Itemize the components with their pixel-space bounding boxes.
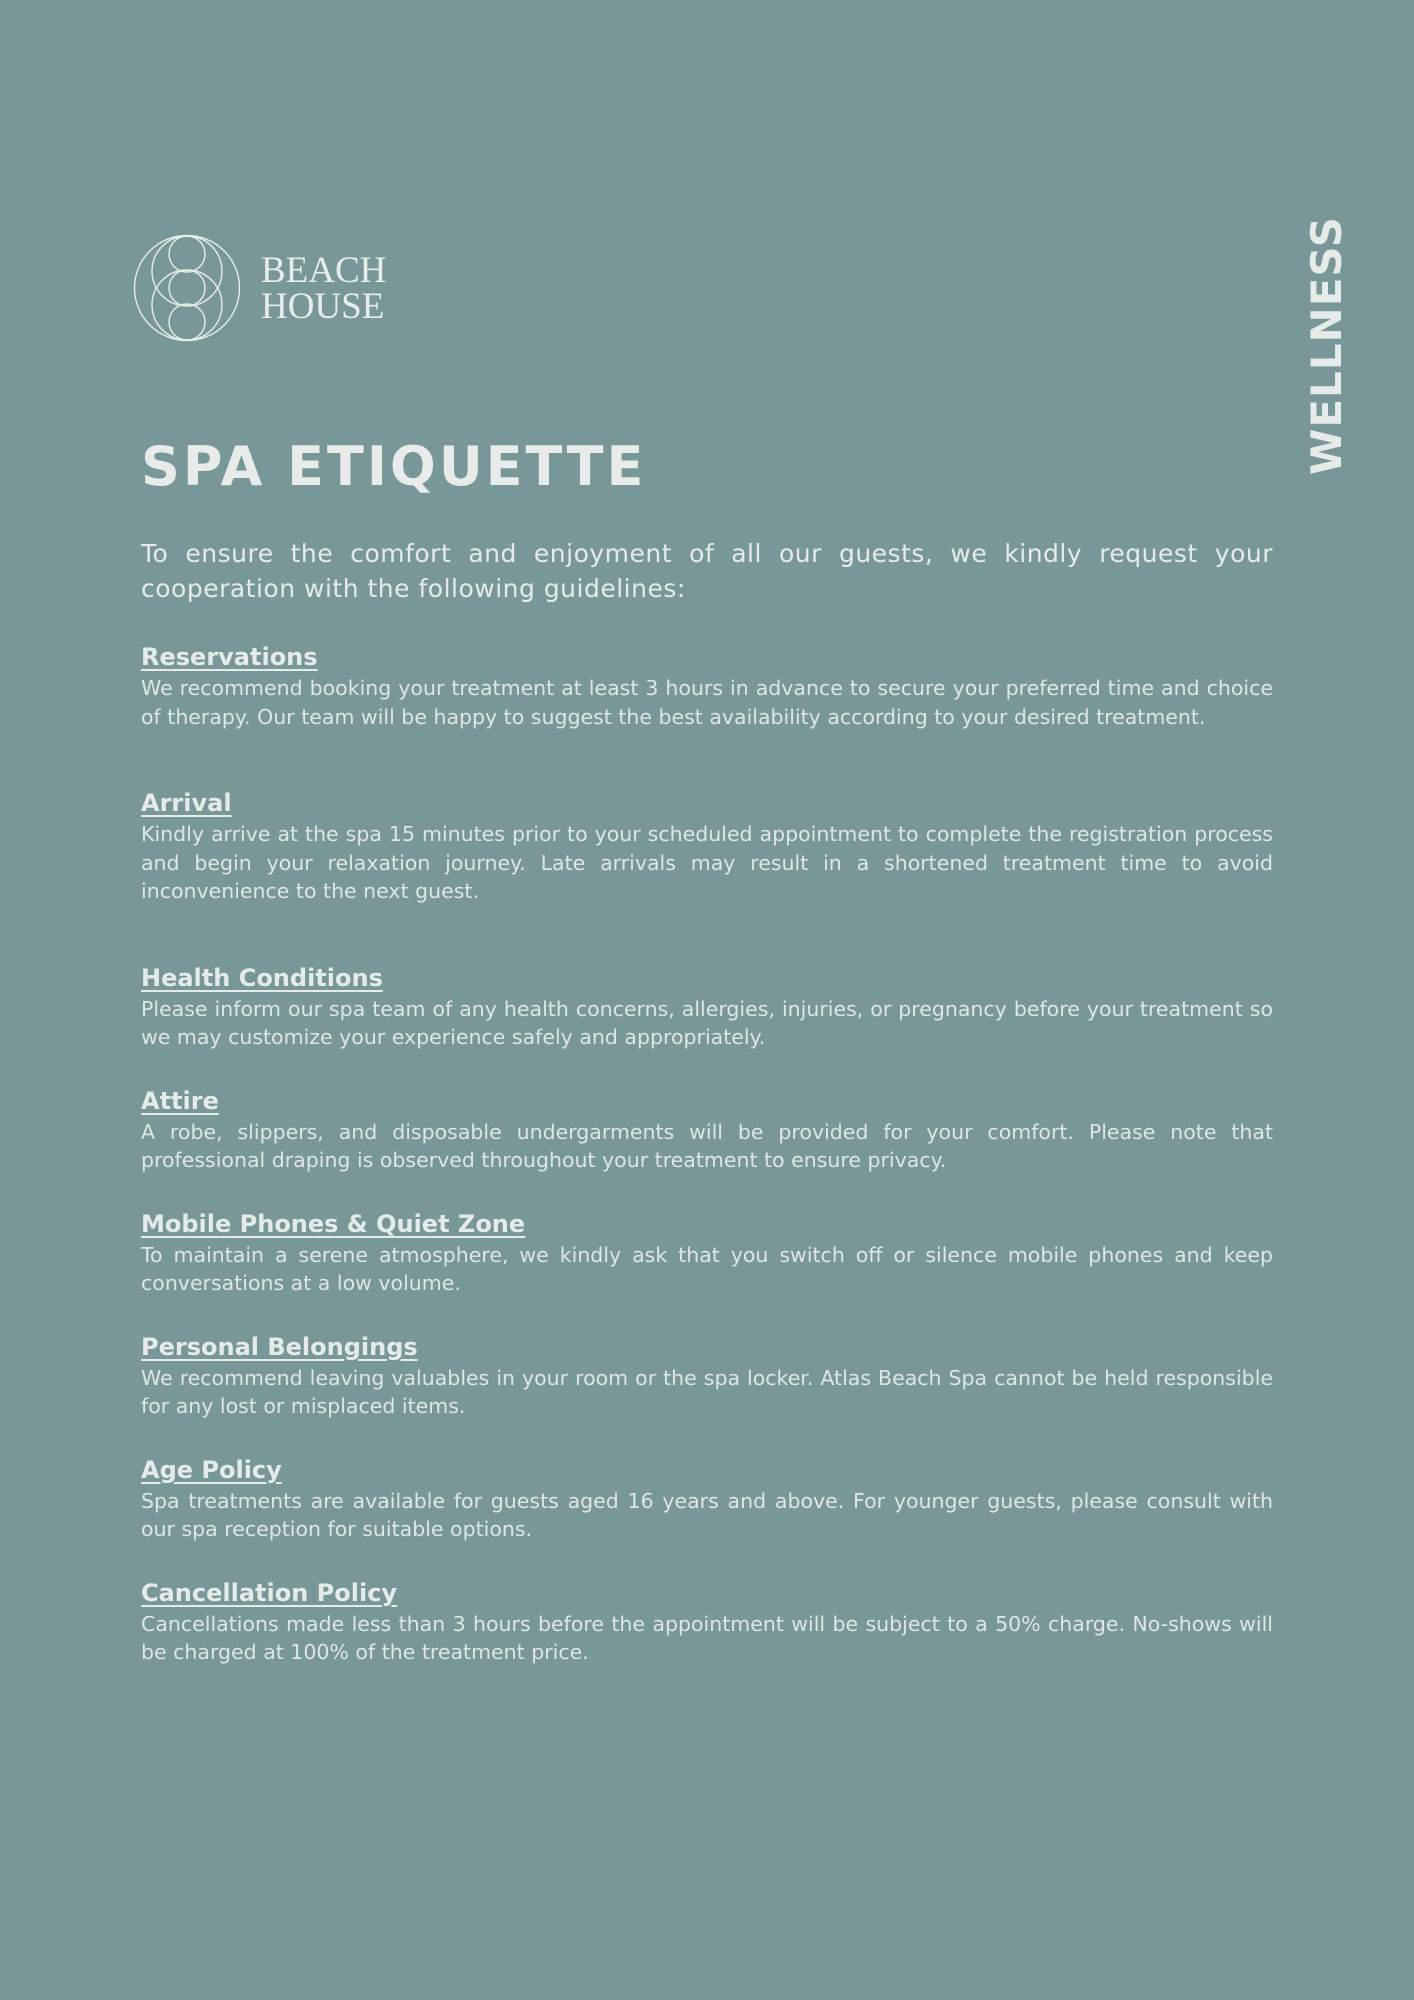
main-content [141, 432, 1273, 1667]
section-body: We recommend booking your treatment at least 3 hours in advance to secure your preferred time and choice of therapy. Our team will be happy to suggest the best availability according to your desired treatment. [141, 676, 1273, 729]
section-body: To maintain a serene atmosphere, we kindly ask that you switch off or silence mobile phones and keep conversations at a low volume. [141, 1242, 1273, 1295]
section-heading: Age Policy [141, 1455, 282, 1484]
brand-line-2: HOUSE [261, 286, 385, 327]
section-personal-belongings [141, 1332, 1273, 1421]
side-label [1301, 215, 1351, 475]
section-heading: Attire [141, 1086, 219, 1115]
section-heading: Health Conditions [141, 963, 383, 992]
section-heading: Cancellation Policy [141, 1578, 398, 1607]
page-title: SPA ETIQUETTE [141, 435, 647, 498]
section-body: Cancellations made less than 3 hours before the appointment will be subject to a 50% charge. No-shows will be charged at 100% of the treatment price. [141, 1611, 1273, 1664]
section-body: Kindly arrive at the spa 15 minutes prior to your scheduled appointment to complete the registration process and begin your relaxation journey. Late arrivals may result in a shortened treatment time to avoid inconvenience to the next guest. [141, 822, 1273, 903]
section-mobile-phones [141, 1209, 1273, 1298]
brand-wordmark [261, 250, 387, 327]
section-attire [141, 1086, 1273, 1175]
section-body: We recommend leaving valuables in your room or the spa locker. Atlas Beach Spa cannot be held responsible for any lost or misplaced items. [141, 1365, 1273, 1418]
section-heading: Reservations [141, 643, 318, 671]
section-cancellation-policy [141, 1578, 1273, 1667]
section-heading: Personal Belongings [141, 1332, 418, 1361]
section-age-policy [141, 1455, 1273, 1544]
section-reservations [141, 642, 1273, 731]
section-body: Spa treatments are available for guests aged 16 years and above. For younger guests, please consult with our spa reception for suitable options. [141, 1488, 1273, 1541]
intro-text: To ensure the comfort and enjoyment of all our guests, we kindly request your cooperation with the following guidelines: [141, 539, 1273, 603]
interlocking-circles-logo-icon [133, 234, 241, 342]
section-body: Please inform our spa team of any health concerns, allergies, injuries, or pregnancy before your treatment so we may customize your experience safely and appropriately. [141, 996, 1273, 1049]
brand-logo [133, 234, 386, 342]
brand-line-1: BEACH [261, 250, 387, 291]
side-label-text: WELLNESS [1301, 215, 1351, 475]
section-health-conditions [141, 963, 1273, 1052]
section-heading: Mobile Phones & Quiet Zone [141, 1209, 526, 1238]
section-arrival [141, 788, 1273, 906]
section-heading: Arrival [141, 789, 232, 817]
section-body: A robe, slippers, and disposable undergarments will be provided for your comfort. Please note that professional draping is observed throughout your treatment to ensure privacy. [141, 1119, 1273, 1172]
